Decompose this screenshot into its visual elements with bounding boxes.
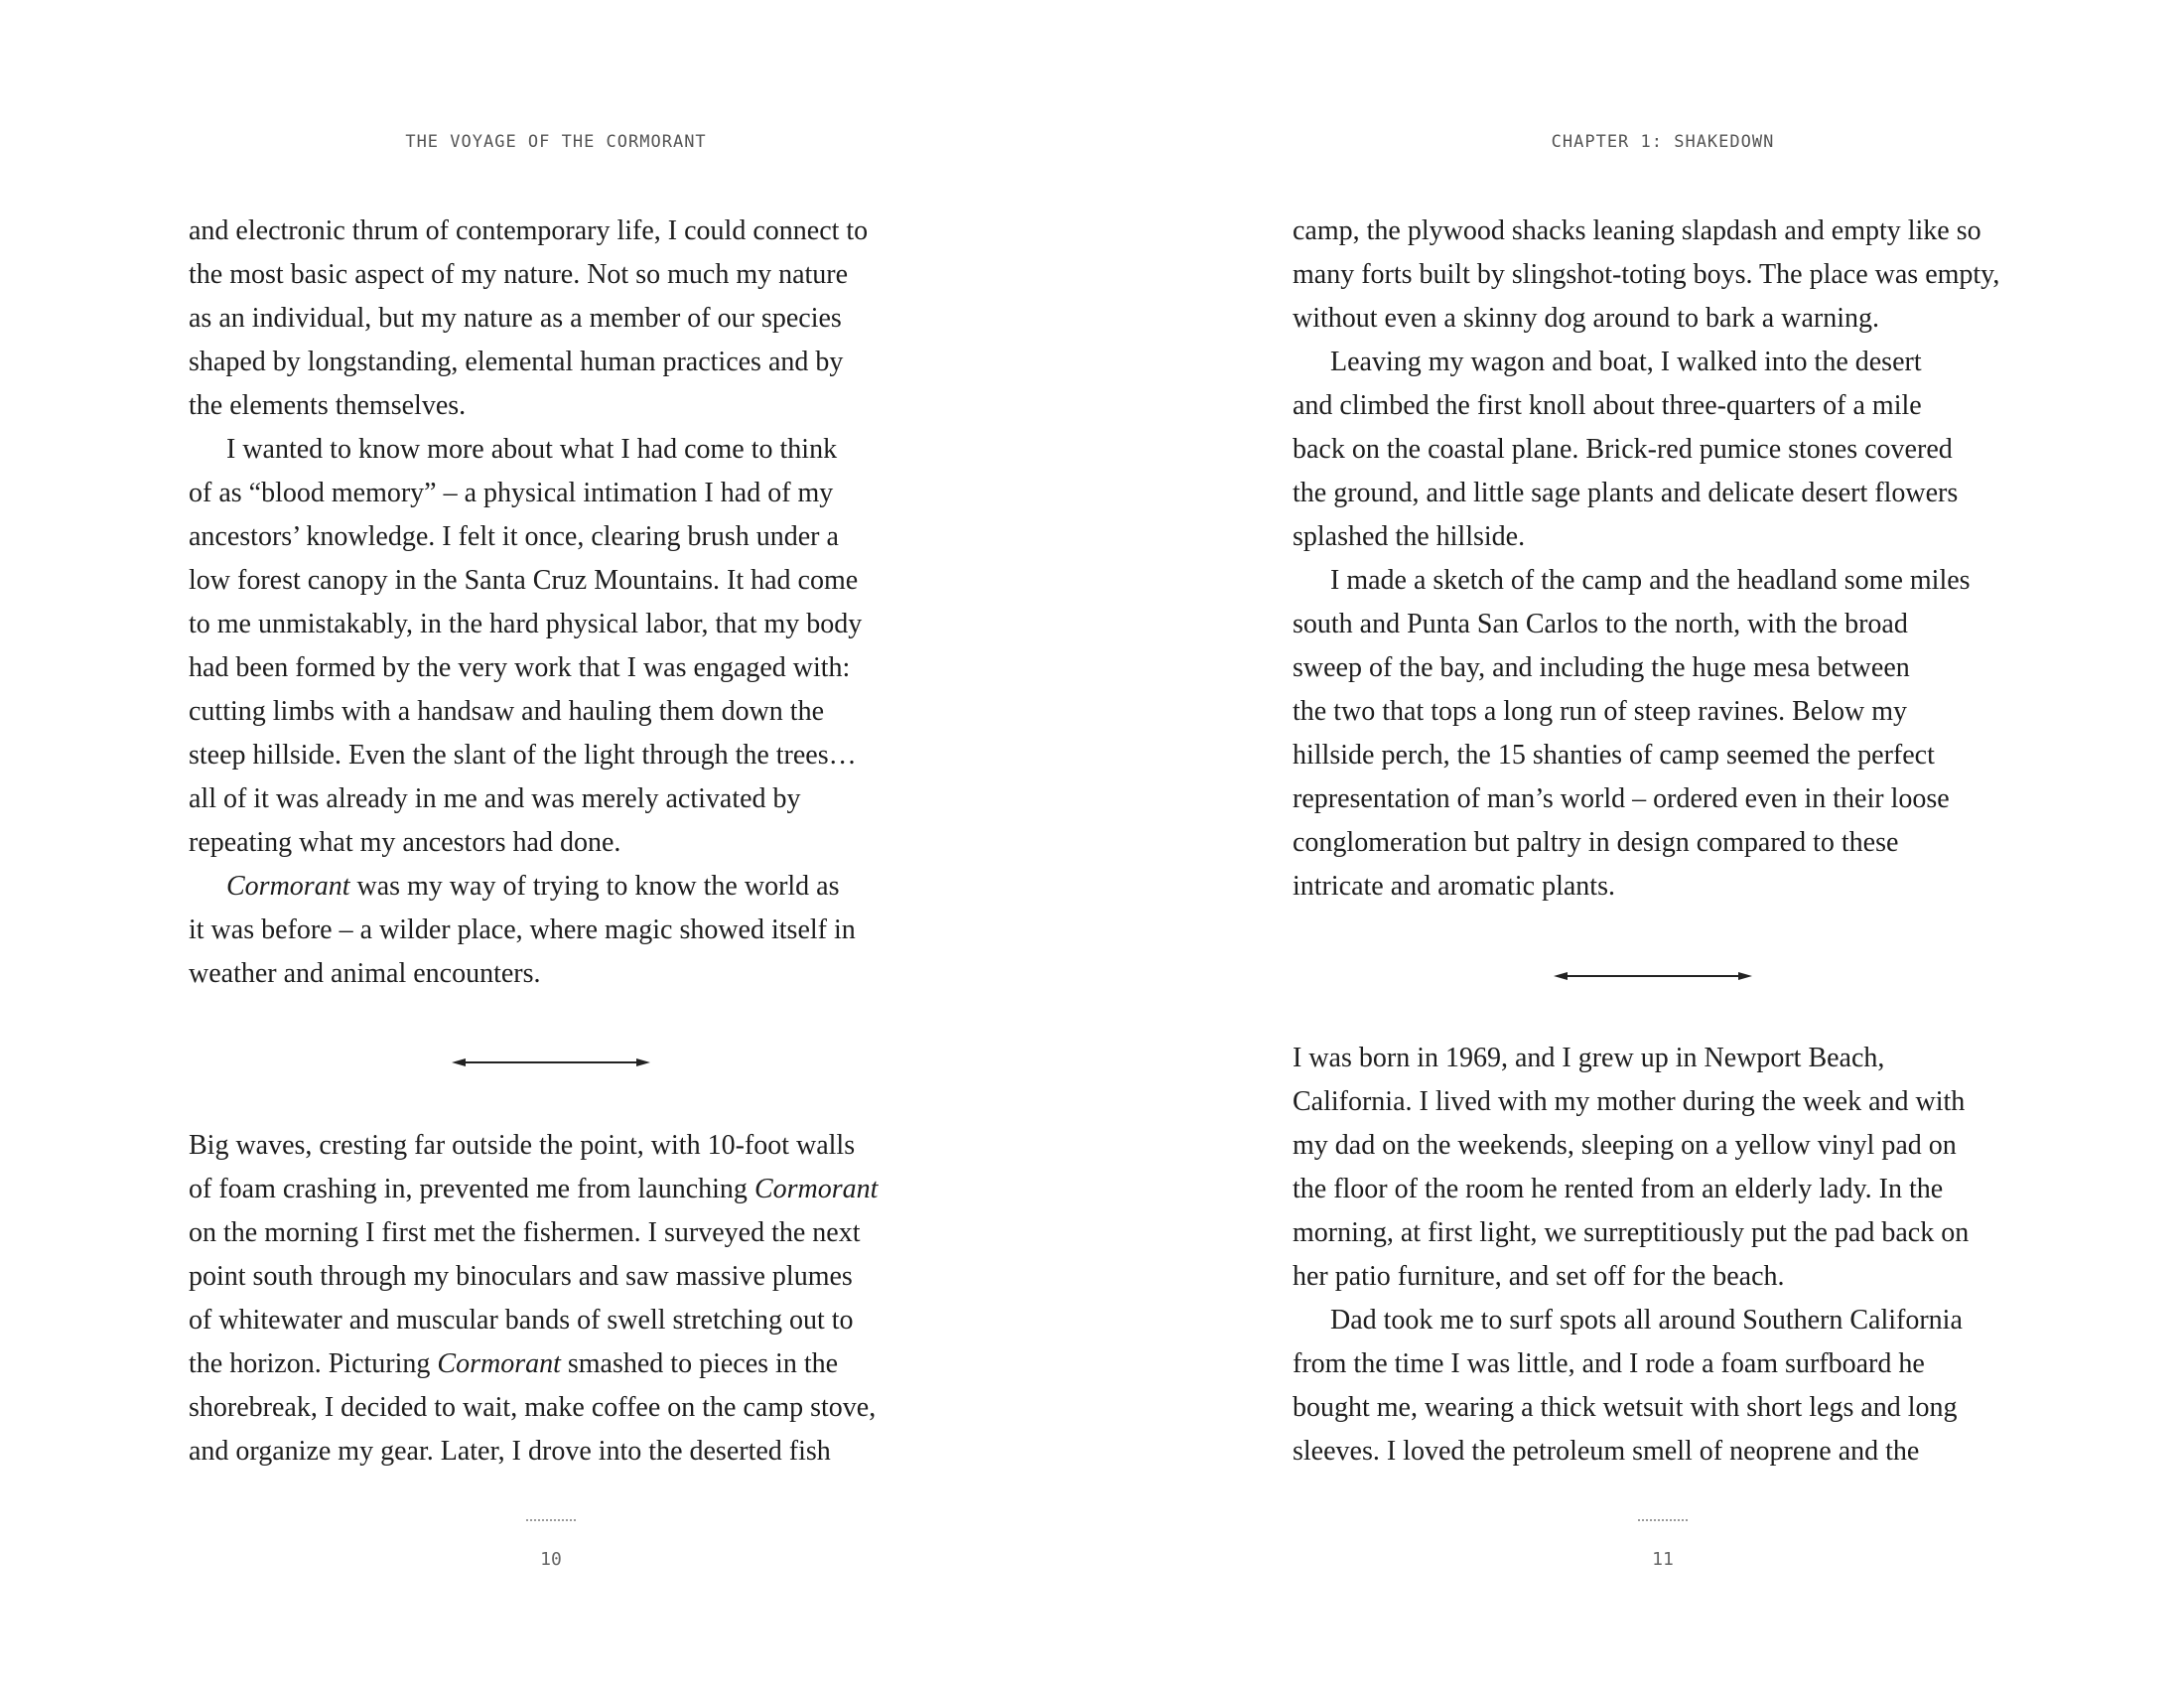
text-line: the two that tops a long run of steep ravines. Below my xyxy=(1293,696,1907,727)
text-line: repeating what my ancestors had done. xyxy=(189,827,621,858)
text-line: back on the coastal plane. Brick-red pumice stones covered xyxy=(1293,434,1953,465)
paragraph xyxy=(1293,341,2027,559)
text-line: cutting limbs with a handsaw and hauling them down the xyxy=(189,696,825,727)
arrow-divider-icon xyxy=(452,1055,650,1070)
text-line: weather and animal encounters. xyxy=(189,958,541,989)
right-page xyxy=(1092,0,2184,1688)
text-line: steep hillside. Even the slant of the light through the trees… xyxy=(189,740,857,771)
text-line: and climbed the first knoll about three-quarters of a mile xyxy=(1293,390,1922,421)
text-line: it was before – a wilder place, where magic showed itself in xyxy=(189,914,856,945)
text-line: as an individual, but my nature as a member of our species xyxy=(189,303,842,334)
book-title: Cormorant xyxy=(226,871,350,902)
text-line: the elements themselves. xyxy=(189,390,467,421)
paragraph xyxy=(189,1124,923,1474)
text-line: on the morning I first met the fishermen. I surveyed the next xyxy=(189,1217,861,1248)
text-line: shorebreak, I decided to wait, make coffee on the camp stove, xyxy=(189,1392,877,1423)
page-number-dots xyxy=(526,1519,576,1527)
paragraph xyxy=(1293,210,2027,341)
text-line: Big waves, cresting far outside the point, with 10-foot walls xyxy=(189,1130,856,1161)
text-fragment: the horizon. Picturing xyxy=(189,1348,438,1379)
paragraph xyxy=(1293,1037,2027,1299)
text-line: and organize my gear. Later, I drove into the deserted fish xyxy=(189,1436,831,1467)
paragraph xyxy=(1293,1299,2027,1474)
book-title: Cormorant xyxy=(437,1348,561,1379)
text-line: ancestors’ knowledge. I felt it once, clearing brush under a xyxy=(189,521,839,552)
book-title: Cormorant xyxy=(753,1174,879,1204)
text-fragment: was my way of trying to know the world as xyxy=(349,871,840,902)
text-line: bought me, wearing a thick wetsuit with short legs and long xyxy=(1293,1392,1958,1423)
text-line: representation of man’s world – ordered even in their loose xyxy=(1293,783,1950,814)
text-line: splashed the hillside. xyxy=(1293,521,1526,552)
text-fragment: of foam crashing in, prevented me from launching xyxy=(189,1174,754,1204)
text-line: hillside perch, the 15 shanties of camp seemed the perfect xyxy=(1293,740,1935,771)
text-line: I was born in 1969, and I grew up in Newport Beach, xyxy=(1293,1043,1885,1073)
text-line: without even a skinny dog around to bark a warning. xyxy=(1293,303,1879,334)
text-line: point south through my binoculars and saw massive plumes xyxy=(189,1261,853,1292)
text-line: south and Punta San Carlos to the north, with the broad xyxy=(1293,609,1908,639)
paragraph xyxy=(189,428,923,865)
text-line: Dad took me to surf spots all around Southern California xyxy=(1330,1305,1963,1336)
text-line xyxy=(189,1342,923,1386)
text-line: intricate and aromatic plants. xyxy=(1293,871,1615,902)
text-line: had been formed by the very work that I was engaged with: xyxy=(189,652,851,683)
text-line: the floor of the room he rented from an elderly lady. In the xyxy=(1293,1174,1944,1204)
text-line: the most basic aspect of my nature. Not so much my nature xyxy=(189,259,849,290)
arrow-divider-icon xyxy=(1554,968,1752,984)
paragraph xyxy=(1293,559,2027,909)
text-line: camp, the plywood shacks leaning slapdash and empty like so xyxy=(1293,215,1981,246)
text-line: of as “blood memory” – a physical intimation I had of my xyxy=(189,478,834,508)
text-line: I made a sketch of the camp and the headland some miles xyxy=(1330,565,1971,596)
text-line xyxy=(189,1168,923,1211)
text-line: morning, at first light, we surreptitiously put the pad back on xyxy=(1293,1217,1970,1248)
text-line: low forest canopy in the Santa Cruz Mountains. It had come xyxy=(189,565,859,596)
page-number-right: 11 xyxy=(1652,1549,1674,1570)
text-line: sleeves. I loved the petroleum smell of neoprene and the xyxy=(1293,1436,1920,1467)
text-line: my dad on the weekends, sleeping on a yellow vinyl pad on xyxy=(1293,1130,1957,1161)
text-line: conglomeration but paltry in design compared to these xyxy=(1293,827,1899,858)
left-text-bottom xyxy=(189,1124,923,1474)
text-line: all of it was already in me and was merely activated by xyxy=(189,783,801,814)
paragraph xyxy=(189,865,923,996)
page-number-left: 10 xyxy=(540,1549,562,1570)
text-line: Leaving my wagon and boat, I walked into the desert xyxy=(1330,347,1922,377)
text-line: of whitewater and muscular bands of swell stretching out to xyxy=(189,1305,854,1336)
text-line: the ground, and little sage plants and delicate desert flowers xyxy=(1293,478,1959,508)
text-fragment: smashed to pieces in the xyxy=(560,1348,839,1379)
left-text-top xyxy=(189,210,923,996)
paragraph xyxy=(189,210,923,428)
running-head-left: THE VOYAGE OF THE CORMORANT xyxy=(405,132,707,152)
text-line: shaped by longstanding, elemental human practices and by xyxy=(189,347,844,377)
text-line: many forts built by slingshot-toting boys. The place was empty, xyxy=(1293,259,2000,290)
right-text-top xyxy=(1293,210,2027,909)
text-line xyxy=(189,865,923,909)
text-line: from the time I was little, and I rode a foam surfboard he xyxy=(1293,1348,1925,1379)
page-number-dots xyxy=(1638,1519,1688,1527)
text-line: sweep of the bay, and including the huge mesa between xyxy=(1293,652,1910,683)
text-line: and electronic thrum of contemporary life, I could connect to xyxy=(189,215,869,246)
text-line: to me unmistakably, in the hard physical labor, that my body xyxy=(189,609,863,639)
text-line: I wanted to know more about what I had come to think xyxy=(226,434,838,465)
text-line: her patio furniture, and set off for the beach. xyxy=(1293,1261,1785,1292)
right-text-bottom xyxy=(1293,1037,2027,1474)
text-line: California. I lived with my mother during the week and with xyxy=(1293,1086,1966,1117)
running-head-right: CHAPTER 1: SHAKEDOWN xyxy=(1551,132,1775,152)
